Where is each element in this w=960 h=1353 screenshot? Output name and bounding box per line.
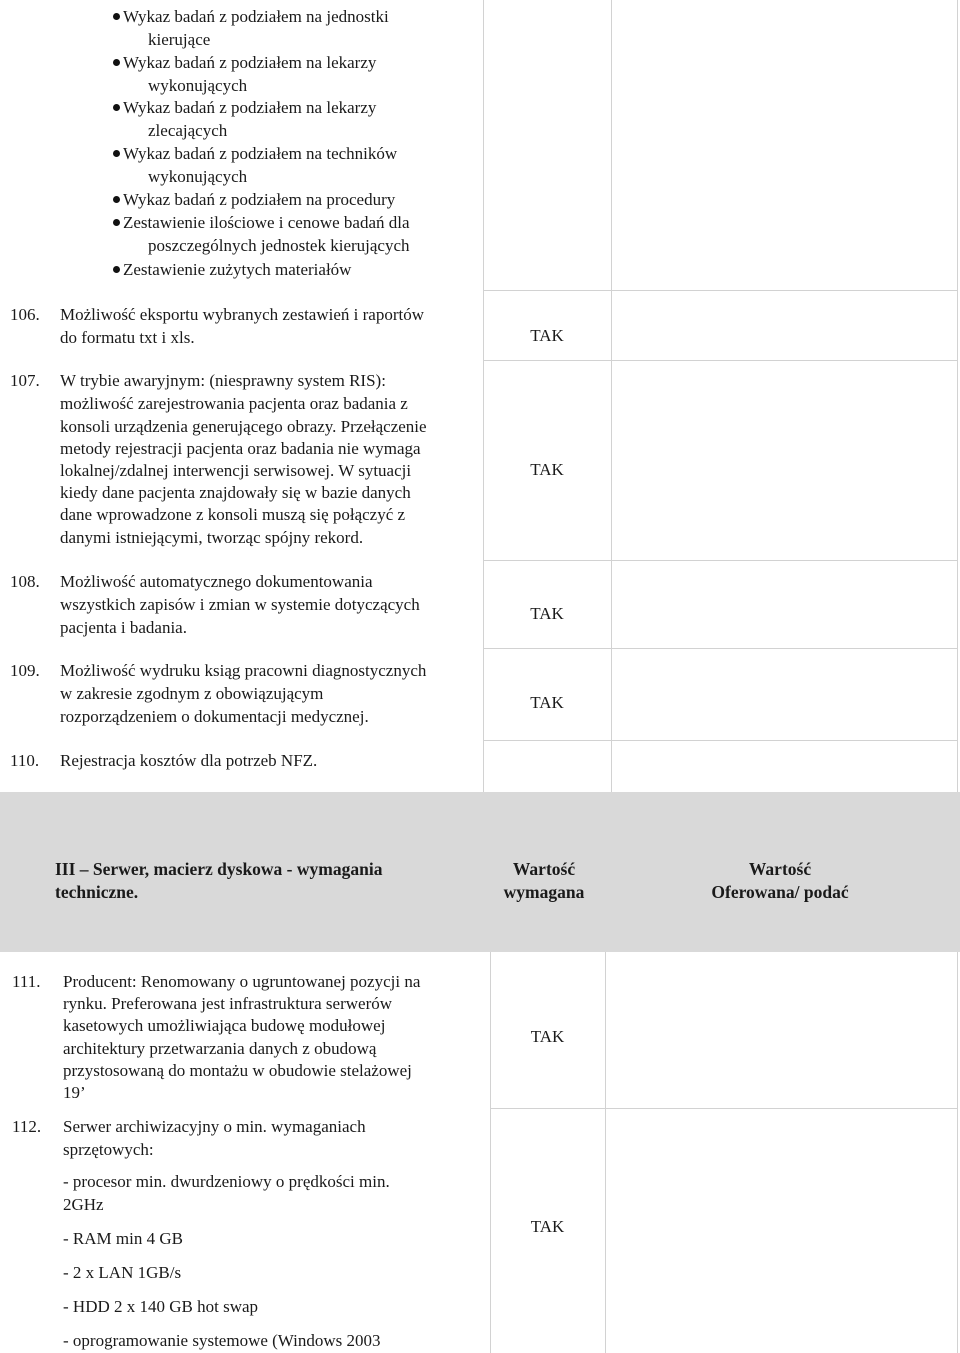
row-number: 108. xyxy=(10,572,40,591)
requirement-text: sprzętowych: xyxy=(63,1140,154,1159)
row-separator xyxy=(483,360,957,361)
row-number: 112. xyxy=(12,1117,42,1136)
bullet-icon xyxy=(113,13,120,20)
row-number: 106. xyxy=(10,305,40,324)
list-item-continuation: wykonujących xyxy=(148,76,248,95)
spec-item: - 2 x LAN 1GB/s xyxy=(63,1263,182,1282)
requirement-text: rynku. Preferowana jest infrastruktura serwerów xyxy=(63,994,393,1013)
required-value: TAK xyxy=(530,693,564,712)
spec-item: - HDD 2 x 140 GB hot swap xyxy=(63,1297,259,1316)
required-value: TAK xyxy=(530,460,564,479)
requirement-text: W trybie awaryjnym: (niesprawny system RIS): xyxy=(60,371,386,390)
list-item: Zestawienie ilościowe i cenowe badań dla xyxy=(123,213,410,232)
bullet-icon xyxy=(113,150,120,157)
requirement-text: dane wprowadzone z konsoli muszą się połączyć z xyxy=(60,505,406,524)
requirement-text: przystosowaną do montażu w obudowie stelażowej xyxy=(63,1061,412,1080)
requirement-text: Możliwość automatycznego dokumentowania xyxy=(60,572,373,591)
column-header-required: Wartość xyxy=(512,859,576,879)
column-header-offered: Oferowana/ podać xyxy=(711,882,849,902)
list-item-continuation: wykonujących xyxy=(148,167,248,186)
requirement-text: 19’ xyxy=(63,1083,86,1102)
spec-item: - RAM min 4 GB xyxy=(63,1229,183,1248)
requirement-text: wszystkich zapisów i zmian w systemie dotyczących xyxy=(60,595,420,614)
requirement-text: danymi istniejącymi, tworząc spójny rekord. xyxy=(60,528,364,547)
requirement-text: możliwość zarejestrowania pacjenta oraz badania z xyxy=(60,394,408,413)
requirement-text: do formatu txt i xls. xyxy=(60,328,195,347)
requirement-text: Rejestracja kosztów dla potrzeb NFZ. xyxy=(60,751,318,770)
list-item: Wykaz badań z podziałem na lekarzy xyxy=(123,98,377,117)
requirement-text: architektury przetwarzania danych z obudową xyxy=(63,1039,377,1058)
table-right-border xyxy=(957,0,958,1353)
bullet-icon xyxy=(113,59,120,66)
row-separator xyxy=(483,290,957,291)
requirement-text: Możliwość wydruku ksiąg pracowni diagnostycznych xyxy=(60,661,427,680)
requirement-text: w zakresie zgodnym z obowiązującym xyxy=(60,684,324,703)
bullet-icon xyxy=(113,219,120,226)
list-item: Zestawienie zużytych materiałów xyxy=(123,260,352,279)
row-separator xyxy=(483,740,957,741)
row-number: 107. xyxy=(10,371,40,390)
row-separator xyxy=(483,648,957,649)
row-number: 109. xyxy=(10,661,40,680)
spec-item: 2GHz xyxy=(63,1195,104,1214)
list-item-continuation: poszczególnych jednostek kierujących xyxy=(148,236,410,255)
bullet-icon xyxy=(113,196,120,203)
list-item: Wykaz badań z podziałem na jednostki xyxy=(123,7,389,26)
row-separator xyxy=(490,1108,957,1109)
section-header-band xyxy=(0,792,960,952)
section-title: techniczne. xyxy=(55,882,139,902)
requirement-text: konsoli urządzenia generującego obrazy. Przełączenie xyxy=(60,417,427,436)
required-value: TAK xyxy=(530,326,564,345)
column-divider xyxy=(483,0,484,792)
spec-item: - procesor min. dwurdzeniowy o prędkości min. xyxy=(63,1172,390,1191)
row-number: 110. xyxy=(10,751,40,770)
column-header-required: wymagana xyxy=(503,882,585,902)
list-item-continuation: zlecających xyxy=(148,121,228,140)
requirement-text: rozporządzeniem o dokumentacji medycznej. xyxy=(60,707,369,726)
column-divider xyxy=(605,952,606,1353)
column-divider xyxy=(490,952,491,1353)
requirement-text: pacjenta i badania. xyxy=(60,618,187,637)
requirement-text: metody rejestracji pacjenta oraz badania nie wymaga xyxy=(60,439,421,458)
list-item: Wykaz badań z podziałem na techników xyxy=(123,144,398,163)
requirement-text: lokalnej/zdalnej interwencji serwisowej. W sytuacji xyxy=(60,461,412,480)
column-divider xyxy=(611,0,612,792)
bullet-icon xyxy=(113,266,120,273)
list-item-continuation: kierujące xyxy=(148,30,211,49)
required-value: TAK xyxy=(530,1027,565,1046)
bullet-icon xyxy=(113,104,120,111)
required-value: TAK xyxy=(530,1217,565,1236)
required-value: TAK xyxy=(530,604,564,623)
requirement-text: kasetowych umożliwiająca budowę modułowej xyxy=(63,1016,386,1035)
requirement-text: kiedy dane pacjenta znajdowały się w bazie danych xyxy=(60,483,411,502)
requirement-text: Producent: Renomowany o ugruntowanej pozycji na xyxy=(63,972,421,991)
requirement-text: Możliwość eksportu wybranych zestawień i raportów xyxy=(60,305,424,324)
spec-item: - oprogramowanie systemowe (Windows 2003 xyxy=(63,1331,381,1350)
section-title: III – Serwer, macierz dyskowa - wymagania xyxy=(55,859,383,879)
row-separator xyxy=(483,560,957,561)
list-item: Wykaz badań z podziałem na lekarzy xyxy=(123,53,377,72)
row-number: 111. xyxy=(12,972,41,991)
requirement-text: Serwer archiwizacyjny o min. wymaganiach xyxy=(63,1117,366,1136)
list-item: Wykaz badań z podziałem na procedury xyxy=(123,190,396,209)
column-header-offered: Wartość xyxy=(748,859,812,879)
